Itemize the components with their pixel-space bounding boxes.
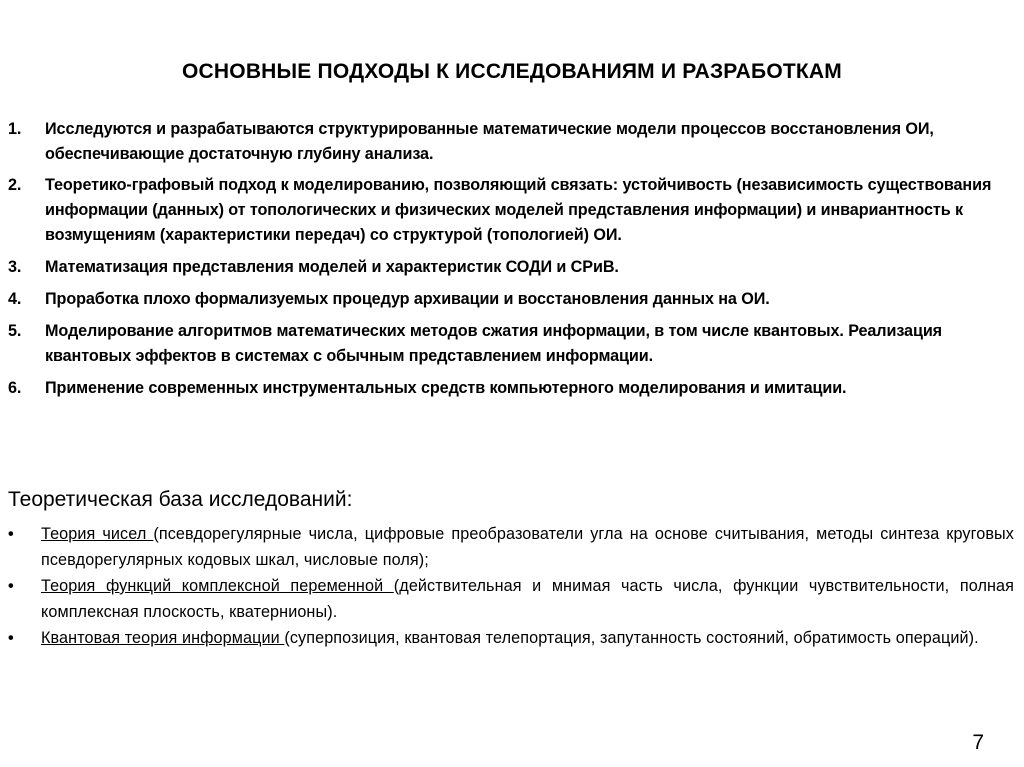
list-item (8, 117, 1014, 167)
bullet-description: (действительная и мнимая часть числа, функции чувствительности, полная комплексная плоскость, кватернионы). (41, 577, 1014, 621)
bullet-term: Теория функций комплексной переменной (41, 577, 394, 595)
theory-bullets (8, 521, 1014, 651)
list-item (8, 376, 1014, 401)
item-number: 2. (8, 176, 22, 194)
item-text: Исследуются и разрабатываются структурированные математические модели процессов восстановления ОИ, обеспечивающие достаточную глубину анализа. (45, 120, 934, 163)
list-item (8, 319, 1014, 369)
bullet-text (41, 573, 1014, 625)
list-item (8, 173, 1014, 248)
bullet-item (8, 625, 1014, 651)
slide-title: ОСНОВНЫЕ ПОДХОДЫ К ИССЛЕДОВАНИЯМ И РАЗРАБОТКАМ (182, 60, 842, 83)
bullet-description: (псевдорегулярные числа, цифровые преобразователи угла на основе считывания, методы синтеза круговых псевдорегулярных кодовых шкал, числовые поля); (41, 525, 1014, 569)
item-text: Проработка плохо формализуемых процедур архивации и восстановления данных на ОИ. (45, 290, 770, 308)
theory-heading: Теоретическая база исследований: (8, 488, 353, 511)
item-number: 3. (8, 258, 22, 276)
item-text: Математизация представления моделей и характеристик СОДИ и СРиВ. (45, 258, 619, 276)
bullet-text (41, 625, 1014, 651)
item-number: 6. (8, 379, 22, 397)
item-text: Моделирование алгоритмов математических методов сжатия информации, в том числе квантовых. Реализация квантовых эффектов в системах с обычным представлением информации. (45, 322, 943, 365)
list-item (8, 255, 1014, 280)
bullet-text (41, 521, 1014, 573)
item-text: Теоретико-графовый подход к моделированию, позволяющий связать: устойчивость (независимость существования информации (данных) от топологических и физических моделей представления информации) и инвариантность к возмущениям (характеристики передач) со структурой (топологией) ОИ. (45, 176, 992, 244)
list-item (8, 287, 1014, 312)
bullet-description: (суперпозиция, квантовая телепортация, запутанность состояний, обратимость операций). (284, 629, 979, 647)
bullet-marker: • (8, 577, 14, 595)
bullet-item (8, 521, 1014, 573)
item-number: 5. (8, 322, 22, 340)
item-number: 4. (8, 290, 22, 308)
approaches-list (8, 117, 1014, 401)
bullet-term: Квантовая теория информации (41, 629, 285, 647)
item-text: Применение современных инструментальных средств компьютерного моделирования и имитации. (45, 379, 847, 397)
bullet-marker: • (8, 629, 14, 647)
bullet-item (8, 573, 1014, 625)
bullet-term: Теория чисел (41, 525, 154, 543)
page-number: 7 (972, 731, 984, 754)
item-number: 1. (8, 120, 22, 138)
bullet-marker: • (8, 525, 14, 543)
